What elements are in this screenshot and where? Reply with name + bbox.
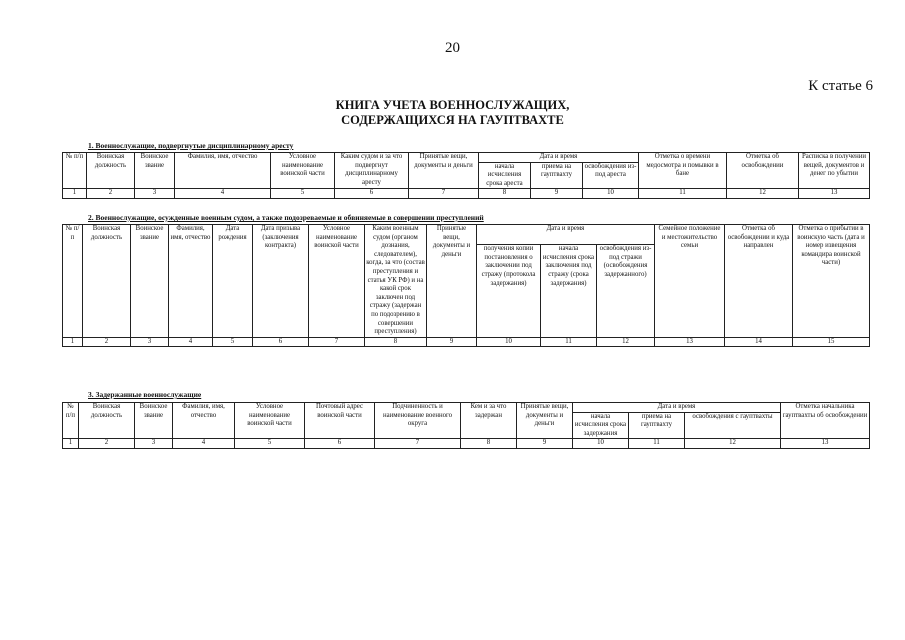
s3-num-cell: 6 (305, 439, 375, 448)
s2-num-cell: 10 (477, 337, 541, 346)
s2-col-rank-header: Воинское звание (131, 225, 169, 338)
s3-num-cell: 5 (235, 439, 305, 448)
s3-col-number-header: № п/п (63, 403, 79, 439)
s1-num-cell: 7 (409, 189, 479, 198)
s3-num-cell: 9 (517, 439, 573, 448)
s1-col-accepted-items-header: Принятые вещи, документы и деньги (409, 153, 479, 189)
s2-col-family-header: Семейное положение и местожительство семьи (655, 225, 725, 338)
s1-num-cell: 11 (639, 189, 727, 198)
section-1-header-row-1 (63, 153, 870, 163)
s2-col-conscription-date-header: Дата призыва (заключения контракта) (253, 225, 309, 338)
s2-num-cell: 9 (427, 337, 477, 346)
s1-col-full-name-header: Фамилия, имя, отчество (175, 153, 271, 189)
section-2-header-row-1 (63, 225, 870, 245)
s2-num-cell: 14 (725, 337, 793, 346)
section-2-number-row (63, 337, 870, 346)
s2-num-cell: 3 (131, 337, 169, 346)
s3-col-admission-header: приема на гауптвахту (629, 412, 685, 439)
s1-col-release-header: освобождения из-под ареста (583, 162, 639, 189)
s3-num-cell: 12 (685, 439, 781, 448)
s3-num-cell: 1 (63, 439, 79, 448)
s3-col-full-name-header: Фамилия, имя, отчество (173, 403, 235, 439)
s2-num-cell: 15 (793, 337, 870, 346)
s2-col-release-header: освобождения из-под стражи (освобождения задержанного) (597, 245, 655, 338)
s3-col-position-header: Воинская должность (79, 403, 135, 439)
section-1-table (62, 152, 870, 199)
s3-num-cell: 2 (79, 439, 135, 448)
section-3-number-row (63, 439, 870, 448)
s1-col-number-header: № п/п (63, 153, 87, 189)
s1-col-unit-name-header: Условное наименование воинской части (271, 153, 335, 189)
s2-num-cell: 7 (309, 337, 365, 346)
s3-num-cell: 4 (173, 439, 235, 448)
s2-num-cell: 6 (253, 337, 309, 346)
page-number: 20 (445, 40, 460, 56)
s2-num-cell: 12 (597, 337, 655, 346)
s3-col-release-mark-header: Отметка начальника гауптвахты об освобождении (781, 403, 870, 439)
s3-num-cell: 7 (375, 439, 461, 448)
s1-num-cell: 13 (799, 189, 870, 198)
s3-col-release-header: освобождения с гауптвахты (685, 412, 781, 439)
s3-col-unit-name-header: Условное наименование воинской части (235, 403, 305, 439)
s2-num-cell: 2 (83, 337, 131, 346)
s1-num-cell: 1 (63, 189, 87, 198)
book-title (0, 98, 905, 128)
section-1-title: 1. Военнослужащие, подвергнутые дисциплинарному аресту (88, 141, 294, 150)
s1-num-cell: 5 (271, 189, 335, 198)
s3-num-cell: 10 (573, 439, 629, 448)
s2-num-cell: 8 (365, 337, 427, 346)
book-title-line-2: СОДЕРЖАЩИХСЯ НА ГАУПТВАХТЕ (341, 113, 564, 127)
s3-col-postal-address-header: Почтовый адрес воинской части (305, 403, 375, 439)
s1-col-receipt-header: Расписка в получении вещей, документов и денег по убытии (799, 153, 870, 189)
s2-num-cell: 4 (169, 337, 213, 346)
s2-num-cell: 13 (655, 337, 725, 346)
section-3-table (62, 402, 870, 449)
s1-col-position-header: Воинская должность (87, 153, 135, 189)
s2-col-date-time-header: Дата и время (477, 225, 655, 245)
s2-col-accepted-items-header: Принятые вещи, документы и деньги (427, 225, 477, 338)
s1-num-cell: 8 (479, 189, 531, 198)
s2-col-birth-date-header: Дата рождения (213, 225, 253, 338)
s1-num-cell: 3 (135, 189, 175, 198)
s2-col-full-name-header: Фамилия, имя, отчество (169, 225, 213, 338)
s3-col-detention-start-header: начала исчисления срока задержания (573, 412, 629, 439)
s1-num-cell: 9 (531, 189, 583, 198)
section-3-header-row-1 (63, 403, 870, 413)
s2-col-court-basis-header: Каким военным судом (органом дознания, следователем), когда, за что (состав преступления и статья УК РФ) и на какой срок заключен под стражу (задержан по подозрению в совершении преступления) (365, 225, 427, 338)
s2-num-cell: 1 (63, 337, 83, 346)
s3-col-accepted-items-header: Принятые вещи, документы и деньги (517, 403, 573, 439)
article-reference: К статье 6 (808, 78, 873, 94)
s1-num-cell: 2 (87, 189, 135, 198)
s1-num-cell: 12 (727, 189, 799, 198)
s1-col-date-time-header: Дата и время (479, 153, 639, 163)
section-2-table (62, 224, 870, 347)
s1-col-arrest-basis-header: Каким судом и за что подвергнут дисциплинарному аресту (335, 153, 409, 189)
s2-num-cell: 5 (213, 337, 253, 346)
s1-num-cell: 10 (583, 189, 639, 198)
s1-num-cell: 4 (175, 189, 271, 198)
s1-col-release-mark-header: Отметка об освобождении (727, 153, 799, 189)
s2-col-number-header: № п/п (63, 225, 83, 338)
s2-col-unit-name-header: Условное наименование воинской части (309, 225, 365, 338)
s3-num-cell: 8 (461, 439, 517, 448)
s3-col-date-time-header: Дата и время (573, 403, 781, 413)
section-2-title: 2. Военнослужащие, осужденные военным судом, а также подозреваемые и обвиняемые в совершении преступлений (88, 213, 484, 222)
book-title-line-1: КНИГА УЧЕТА ВОЕННОСЛУЖАЩИХ, (335, 98, 570, 112)
s2-col-term-start-header: начала исчисления срока заключения под стражу (срока задержания) (541, 245, 597, 338)
s2-col-copy-received-header: получения копии постановления о заключении под стражу (протокола задержания) (477, 245, 541, 338)
s3-col-detained-by-header: Кем и за что задержан (461, 403, 517, 439)
s1-col-arrest-start-header: начала исчисления срока ареста (479, 162, 531, 189)
s1-col-rank-header: Воинское звание (135, 153, 175, 189)
s2-num-cell: 11 (541, 337, 597, 346)
section-3-title: 3. Задержанные военнослужащие (88, 390, 202, 399)
s3-col-rank-header: Воинское звание (135, 403, 173, 439)
s3-num-cell: 11 (629, 439, 685, 448)
s2-col-arrival-mark-header: Отметка о прибытии в воинскую часть (дата и номер извещения командира воинской части) (793, 225, 870, 338)
s2-col-release-mark-header: Отметка об освобождении и куда направлен (725, 225, 793, 338)
s1-col-admission-header: приема на гауптвахту (531, 162, 583, 189)
s3-col-military-district-header: Подчиненность и наименование военного округа (375, 403, 461, 439)
s1-col-medical-check-header: Отметка о времени медосмотра и помывки в бане (639, 153, 727, 189)
s1-num-cell: 6 (335, 189, 409, 198)
s2-col-position-header: Воинская должность (83, 225, 131, 338)
s3-num-cell: 13 (781, 439, 870, 448)
s3-num-cell: 3 (135, 439, 173, 448)
section-1-number-row (63, 189, 870, 198)
